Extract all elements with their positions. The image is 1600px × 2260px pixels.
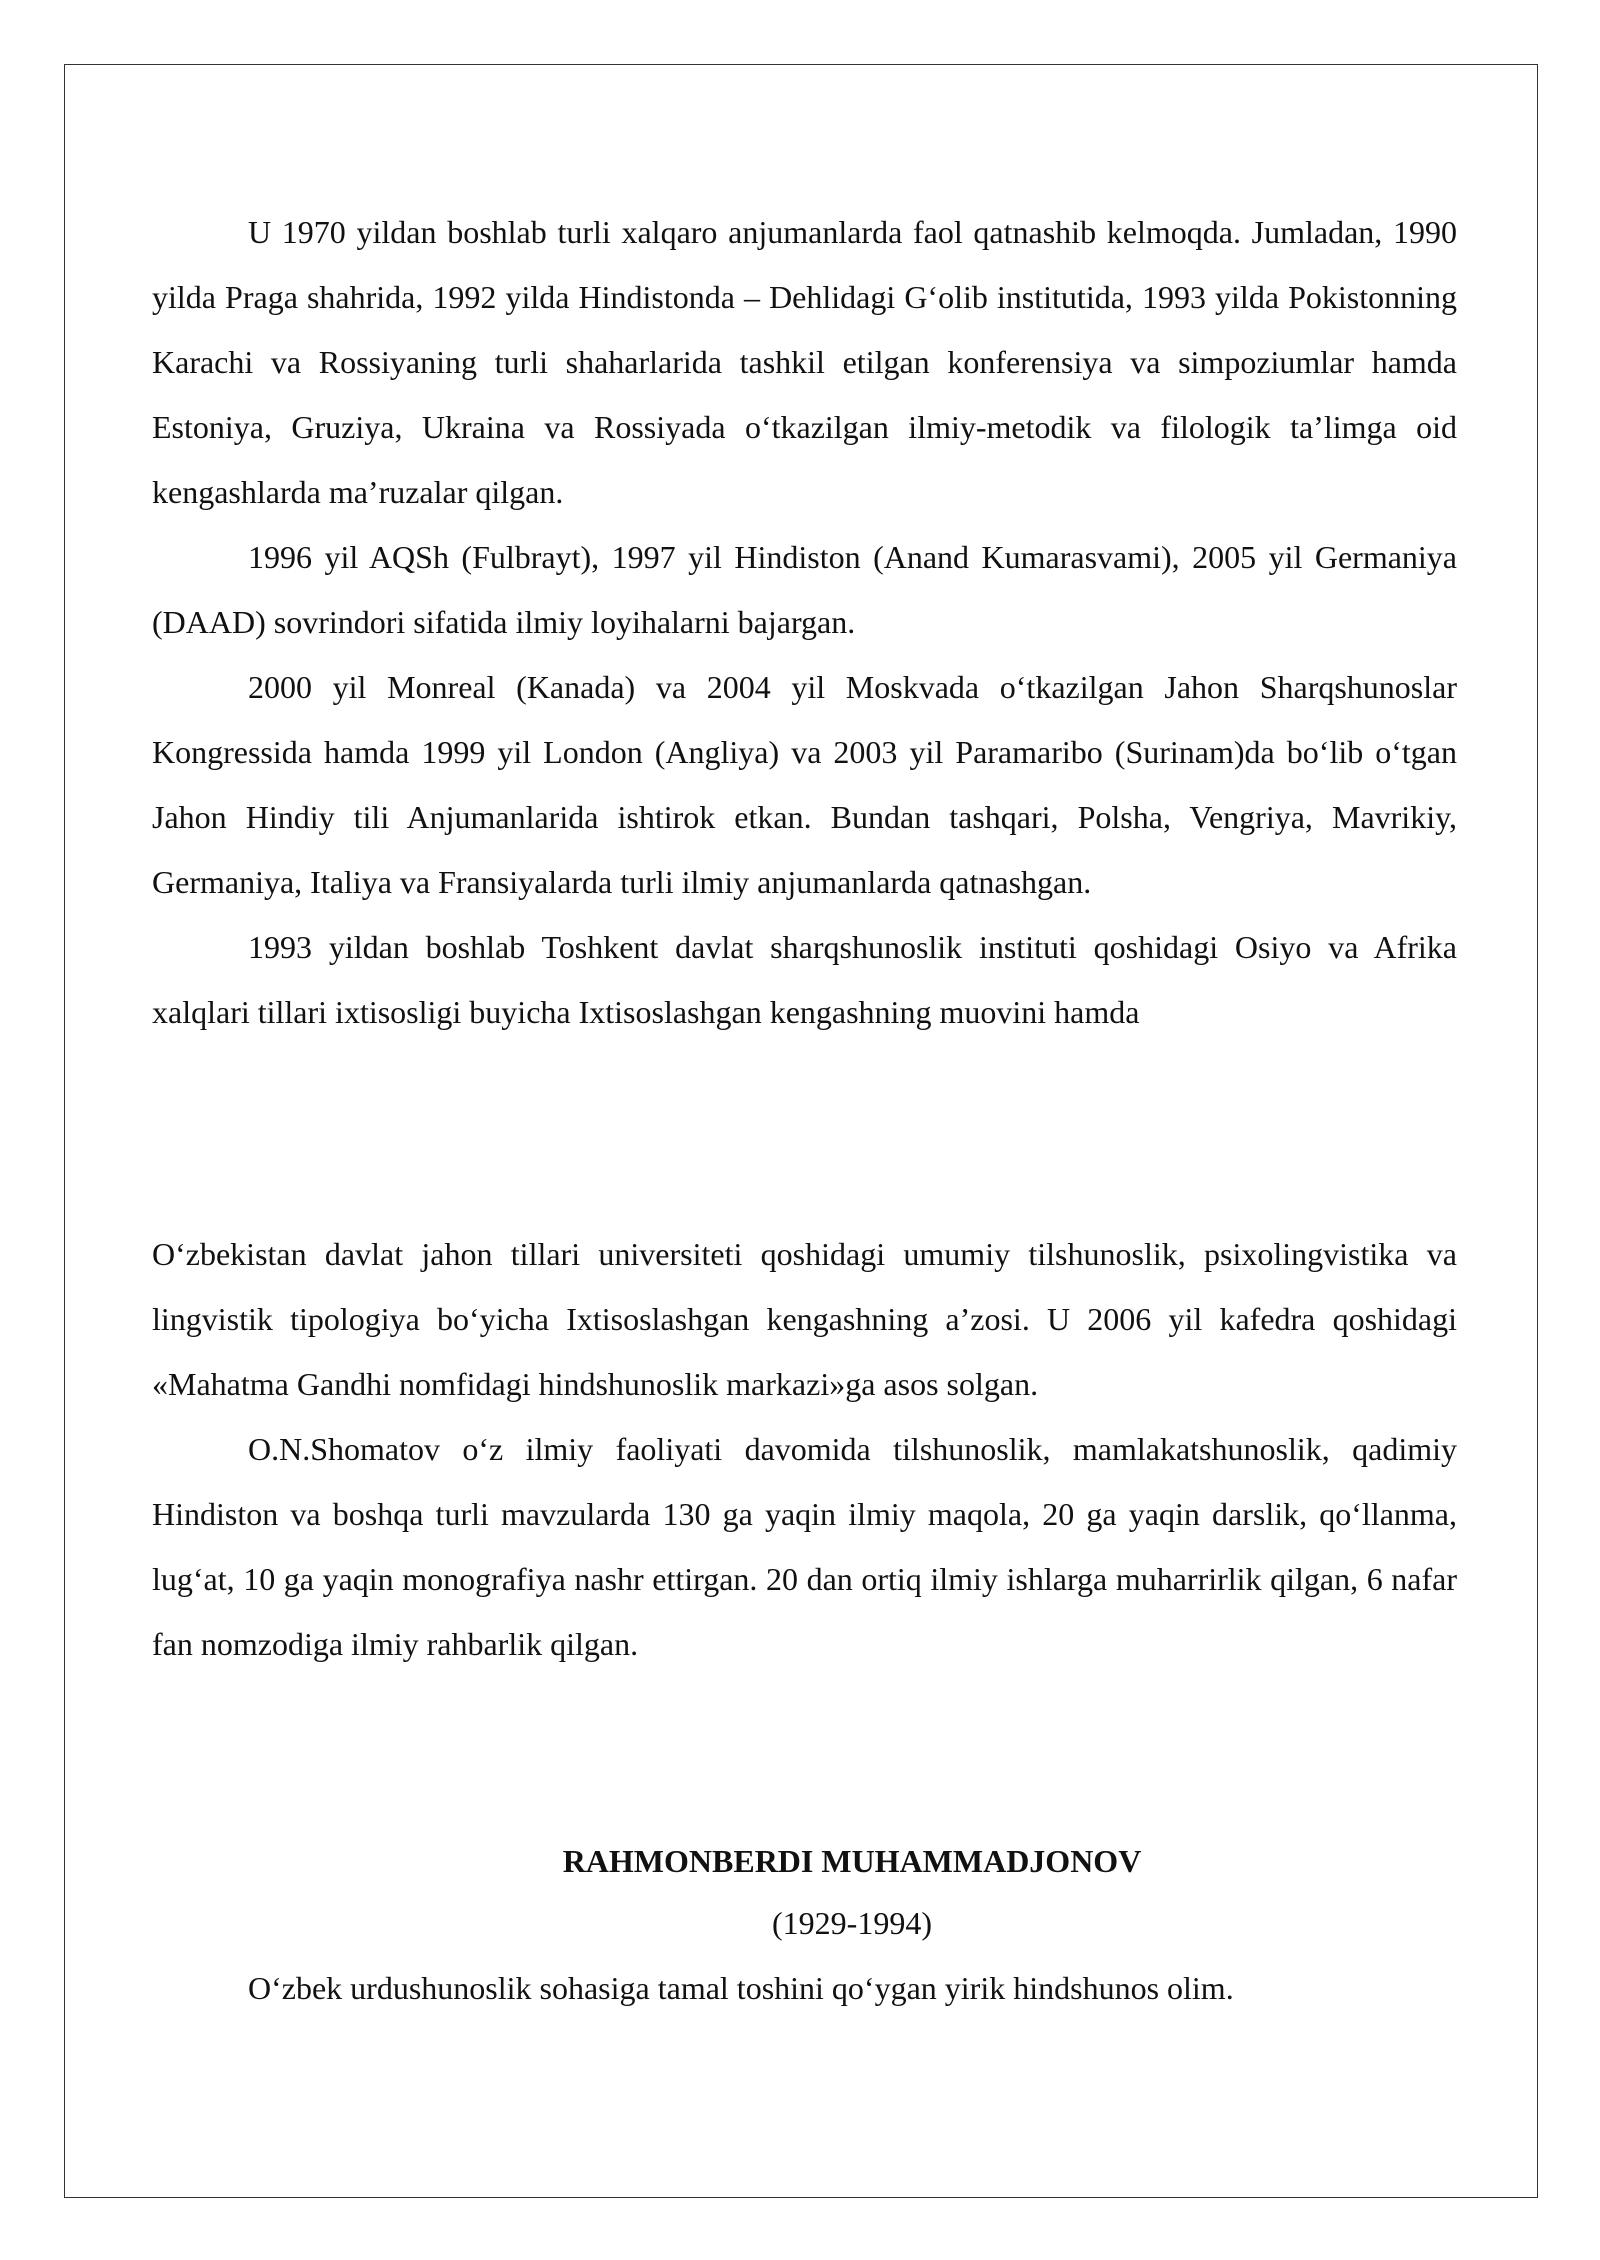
- paragraph-awards: 1996 yil AQSh (Fulbrayt), 1997 yil Hindiston (Anand Kumarasvami), 2005 yil Germaniya (DAAD) sovrindori sifatida ilmiy loyihalarni bajargan.: [152, 539, 1457, 640]
- paragraph-council-start: 1993 yildan boshlab Toshkent davlat sharqshunoslik instituti qoshidagi Osiyo va Afrika xalqlari tillari ixtisosligi buyicha Ixtisoslashgan kengashning muovini hamda: [152, 929, 1457, 1030]
- paragraph-council-continued: O‘zbekistan davlat jahon tillari universiteti qoshidagi umumiy tilshunoslik, psixolingvistika va lingvistik tipologiya bo‘yicha Ixtisoslashgan kengashning a’zosi. U 2006 yil kafedra qoshidagi «Mahatma Gandhi nomfidagi hindshunoslik markazi»ga asos solgan.: [152, 1236, 1457, 1402]
- text-section-top: [152, 200, 1457, 1045]
- paragraph-congresses: 2000 yil Monreal (Kanada) va 2004 yil Moskvada o‘tkazilgan Jahon Sharqshunoslar Kongressida hamda 1999 yil London (Angliya) va 2003 yil Paramaribo (Surinam)da bo‘lib o‘tgan Jahon Hindiy tili Anjumanlarida ishtirok etkan. Bundan tashqari, Polsha, Vengriya, Mavrikiy, Germaniya, Italiya va Fransiyalarda turli ilmiy anjumanlarda qatnashgan.: [152, 669, 1457, 900]
- biography-years: (1929-1994): [772, 1905, 932, 1941]
- paragraph-publications: O.N.Shomatov o‘z ilmiy faoliyati davomida tilshunoslik, mamlakatshunoslik, qadimiy Hindiston va boshqa turli mavzularda 130 ga yaqin ilmiy maqola, 20 ga yaqin darslik, qo‘llanma, lug‘at, 10 ga yaqin monografiya nashr ettirgan. 20 dan ortiq ilmiy ishlarga muharrirlik qilgan, 6 nafar fan nomzodiga ilmiy rahbarlik qilgan.: [152, 1431, 1457, 1662]
- paragraph-conferences: U 1970 yildan boshlab turli xalqaro anjumanlarda faol qatnashib kelmoqda. Jumladan, 1990 yilda Praga shahrida, 1992 yilda Hindistonda – Dehlidagi G‘olib institutida, 1993 yilda Pokistonning Karachi va Rossiyaning turli shaharlarida tashkil etilgan konferensiya va simpoziumlar hamda Estoniya, Gruziya, Ukraina va Rossiyada o‘tkazilgan ilmiy-metodik va filologik ta’limga oid kengashlarda ma’ruzalar qilgan.: [152, 214, 1457, 510]
- biography-intro: O‘zbek urdushunoslik sohasiga tamal toshini qo‘ygan yirik hindshunos olim.: [248, 1970, 1234, 2006]
- text-section-bottom: [152, 1222, 1457, 1677]
- biography-name-heading: RAHMONBERDI MUHAMMADJONOV: [562, 1843, 1142, 1879]
